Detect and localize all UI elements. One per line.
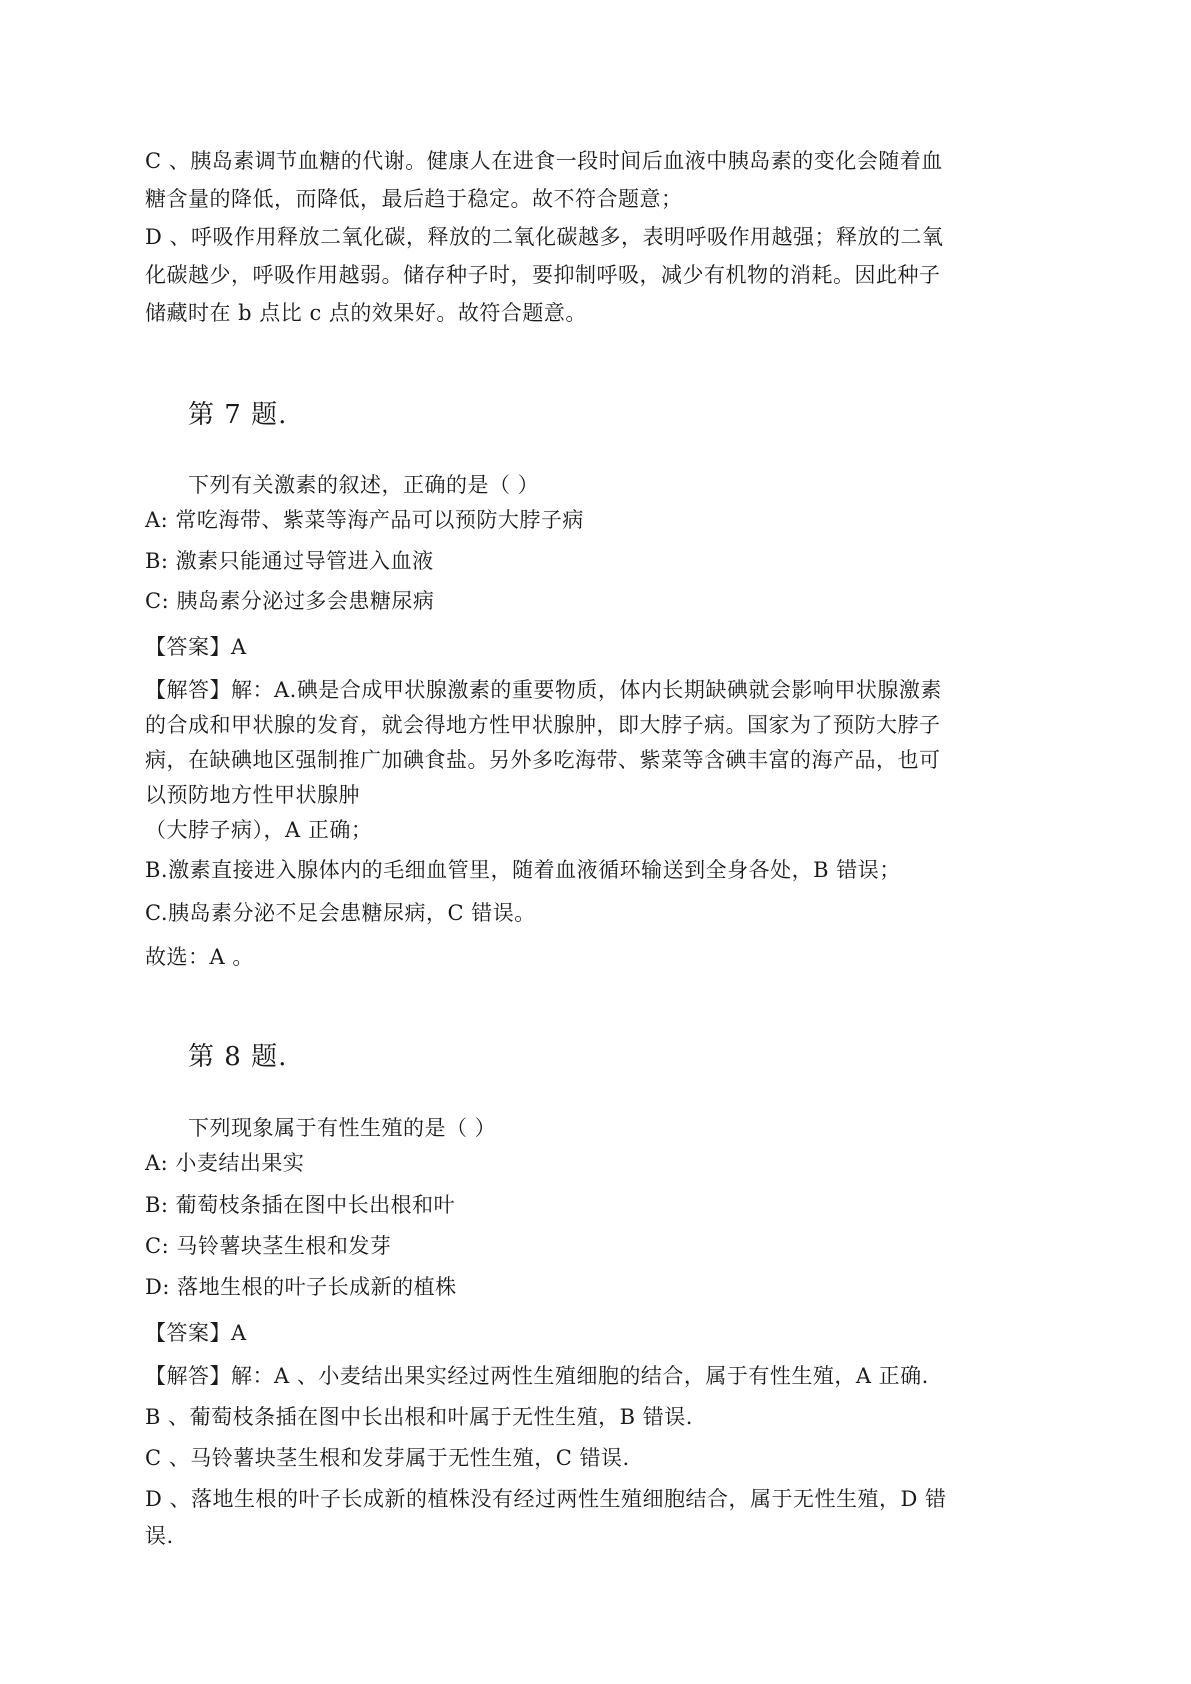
explanation-line: B 、葡萄枝条插在图中长出根和叶属于无性生殖，B 错误. [145,1405,693,1429]
explanation-line: 误. [145,1524,174,1548]
question-heading: 第 7 题. [188,400,288,430]
explanation-line: C.胰岛素分泌不足会患糖尿病，C 错误。 [145,901,536,925]
explanation-line: （大脖子病），A 正确； [145,818,373,842]
question-heading: 第 8 题. [188,1042,288,1072]
explanation-line: 病，在缺碘地区强制推广加碘食盐。另外多吃海带、紫菜等含碘丰富的海产品，也可 [145,748,941,772]
explanation-line: C 、马铃薯块茎生根和发芽属于无性生殖，C 错误. [145,1446,630,1470]
question-stem: 下列现象属于有性生殖的是（ ） [188,1116,497,1140]
prev-explanation-line: C 、胰岛素调节血糖的代谢。健康人在进食一段时间后血液中胰岛素的变化会随着血 [145,149,943,173]
option-b: B: 激素只能通过导管进入血液 [145,549,434,573]
explanation-line: 以预防地方性甲状腺肿 [145,783,360,807]
option-c: C: 马铃薯块茎生根和发芽 [145,1234,392,1258]
final-choice: 故选：A 。 [145,945,254,969]
prev-explanation-line: 储藏时在 b 点比 c 点的效果好。故符合题意。 [145,301,587,325]
prev-explanation-line: 化碳越少，呼吸作用越弱。储存种子时，要抑制呼吸，减少有机物的消耗。因此种子 [145,263,941,287]
option-c: C: 胰岛素分泌过多会患糖尿病 [145,589,435,613]
option-b: B: 葡萄枝条插在图中长出根和叶 [145,1193,456,1217]
option-a: A: 常吃海带、紫菜等海产品可以预防大脖子病 [145,508,584,532]
prev-explanation-line: 糖含量的降低，而降低，最后趋于稳定。故不符合题意； [145,187,683,211]
prev-explanation-line: D 、呼吸作用释放二氧化碳，释放的二氧化碳越多，表明呼吸作用越强；释放的二氧 [145,225,944,249]
explanation-line: 【解答】解：A 、小麦结出果实经过两性生殖细胞的结合，属于有性生殖，A 正确. [145,1364,929,1388]
explanation-line: 的合成和甲状腺的发育，就会得地方性甲状腺肿，即大脖子病。国家为了预防大脖子 [145,713,941,737]
explanation-line: B.激素直接进入腺体内的毛细血管里，随着血液循环输送到全身各处，B 错误； [145,858,901,882]
question-stem: 下列有关激素的叙述，正确的是（ ） [188,473,540,497]
option-a: A: 小麦结出果实 [145,1151,305,1175]
answer-label: 【答案】A [145,635,247,659]
option-d: D: 落地生根的叶子长成新的植株 [145,1275,457,1299]
answer-label: 【答案】A [145,1321,247,1345]
explanation-line: 【解答】解：A.碘是合成甲状腺激素的重要物质，体内长期缺碘就会影响甲状腺激素 [145,678,942,702]
explanation-line: D 、落地生根的叶子长成新的植株没有经过两性生殖细胞结合，属于无性生殖，D 错 [145,1487,947,1511]
